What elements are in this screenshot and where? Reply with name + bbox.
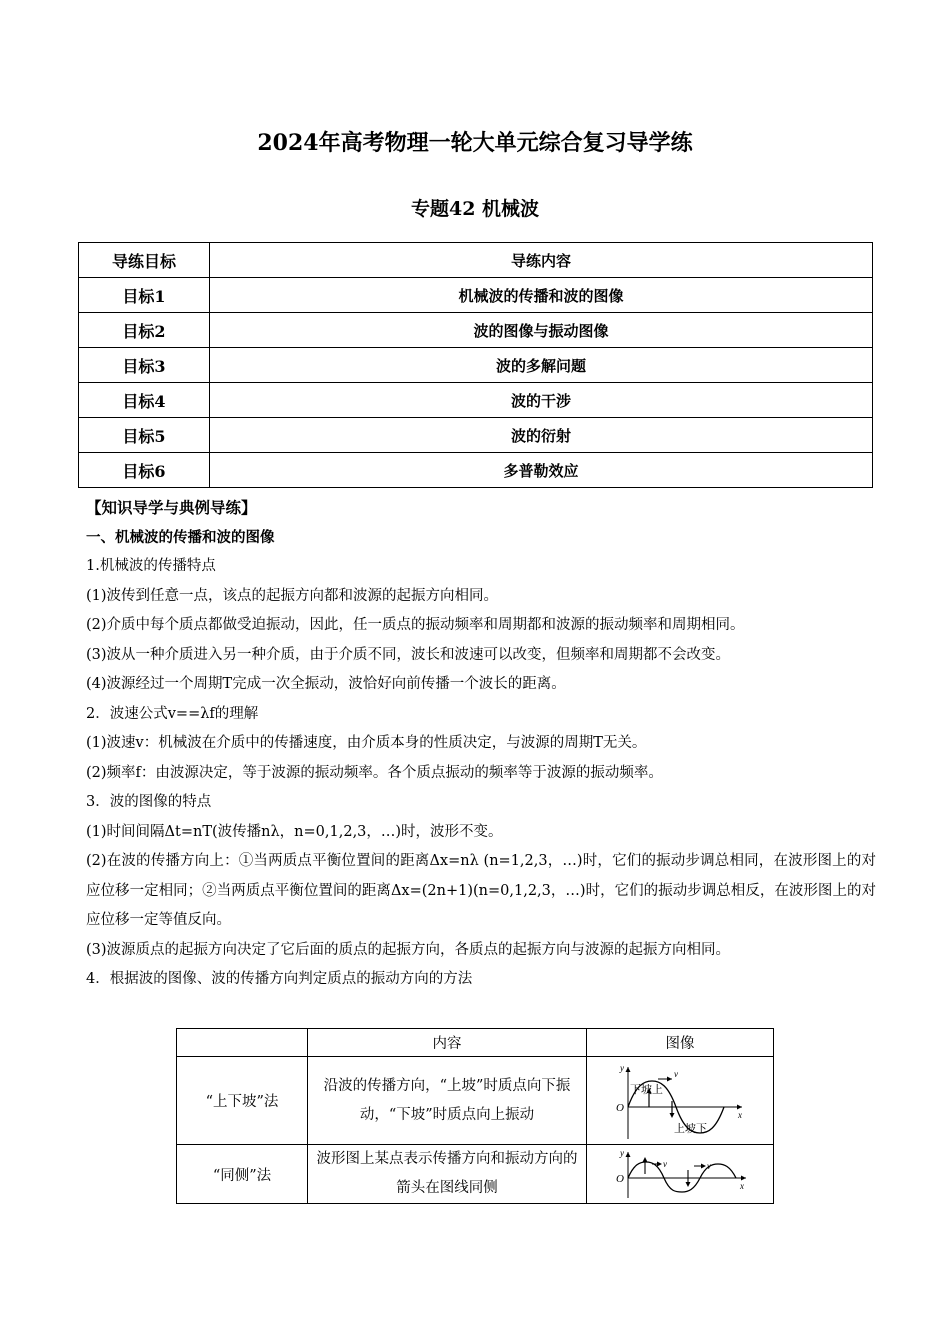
content-cell: 机械波的传播和波的图像 (210, 278, 873, 313)
method-name-cell: “同侧”法 (177, 1145, 308, 1204)
paragraph: (1)波传到任意一点，该点的起振方向都和波源的起振方向相同。 (86, 587, 499, 604)
paragraph: (3)波源质点的起振方向决定了它后面的质点的起振方向，各质点的起振方向与波源的起振方向相同。 (86, 941, 731, 958)
table-row (177, 1145, 774, 1204)
velocity-label: v (663, 1159, 667, 1169)
method-image-cell (587, 1057, 774, 1145)
x-axis-label: x (740, 1181, 744, 1191)
paragraph: (1)波速v：机械波在介质中的传播速度，由介质本身的性质决定，与波源的周期T无关。 (86, 735, 647, 751)
uphill-downhill-diagram (610, 1061, 750, 1141)
goal-cell: 目标5 (79, 418, 210, 453)
method-table (176, 1028, 774, 1204)
paragraph: 1.机械波的传播特点 (86, 558, 216, 574)
section-heading: 【知识导学与典例导练】 (86, 498, 257, 517)
paragraph: 2．波速公式v==λf的理解 (86, 705, 259, 722)
goal-cell: 目标4 (79, 383, 210, 418)
method-table-header (177, 1029, 774, 1057)
paragraph: (3)波从一种介质进入另一种介质，由于介质不同，波长和波速可以改变，但频率和周期都不会改变。 (86, 646, 731, 663)
same-side-diagram (610, 1148, 750, 1200)
y-axis-label: y (620, 1148, 624, 1158)
paragraph: (2)介质中每个质点都做受迫振动，因此，任一质点的振动频率和周期都和波源的振动频率和周期相同。 (86, 617, 745, 633)
method-name-cell: “上下坡”法 (177, 1057, 308, 1145)
paragraph: (1)时间间隔Δt=nT(波传播nλ，n=0,1,2,3，…)时，波形不变。 (86, 823, 503, 840)
table-row (177, 1057, 774, 1145)
content-col-header: 内容 (308, 1029, 587, 1057)
table-row (79, 348, 873, 383)
document-title: 2024年高考物理一轮大单元综合复习导学练 (257, 130, 693, 156)
origin-label: O (616, 1101, 624, 1114)
table-row (79, 383, 873, 418)
goal-cell: 目标1 (79, 278, 210, 313)
content-cell: 波的多解问题 (210, 348, 873, 383)
table-row (79, 418, 873, 453)
table-row (79, 278, 873, 313)
content-col-header: 导练内容 (210, 243, 873, 278)
velocity-label: v (707, 1161, 711, 1171)
goal-table-header (79, 243, 873, 278)
paragraph: (4)波源经过一个周期T完成一次全振动，波恰好向前传播一个波长的距离。 (86, 676, 566, 692)
goal-col-header: 导练目标 (79, 243, 210, 278)
paragraph: (2)在波的传播方向上：①当两质点平衡位置间的距离Δx=nλ (n=1,2,3，…)时，它们的振动步调总相同，在波形图上的对应位移一定相同；②当两质点平衡位置间的距离Δx=(2n+1)(n=0,1,2,3，…)时，它们的振动步调总相反，在波形图上的对应位移一定等值反向。 (86, 853, 876, 928)
method-image-cell (587, 1145, 774, 1204)
downhill-up-label: 下坡上 (630, 1083, 663, 1096)
section-subheading: 一、机械波的传播和波的图像 (86, 528, 275, 546)
y-axis-label: y (620, 1062, 624, 1073)
content-cell: 多普勒效应 (210, 453, 873, 488)
velocity-label: v (674, 1068, 678, 1079)
document-subtitle: 专题42 机械波 (410, 198, 540, 220)
paragraph: (2)频率f：由波源决定，等于波源的振动频率。各个质点振动的频率等于波源的振动频率。 (86, 764, 663, 781)
method-content-cell: 沿波的传播方向，“上坡”时质点向下振动，“下坡”时质点向上振动 (308, 1057, 587, 1145)
uphill-down-label: 上坡下 (674, 1122, 707, 1135)
table-row (79, 453, 873, 488)
goal-table (78, 242, 873, 488)
goal-cell: 目标3 (79, 348, 210, 383)
goal-cell: 目标6 (79, 453, 210, 488)
content-cell: 波的衍射 (210, 418, 873, 453)
paragraph: 3．波的图像的特点 (86, 794, 212, 810)
paragraph: 4．根据波的图像、波的传播方向判定质点的振动方向的方法 (86, 971, 473, 987)
empty-header-cell (177, 1029, 308, 1057)
goal-cell: 目标2 (79, 313, 210, 348)
section-body (86, 493, 876, 995)
content-cell: 波的干涉 (210, 383, 873, 418)
table-row (79, 313, 873, 348)
method-content-cell: 波形图上某点表示传播方向和振动方向的箭头在图线同侧 (308, 1145, 587, 1204)
origin-label: O (616, 1173, 624, 1185)
image-col-header: 图像 (587, 1029, 774, 1057)
x-axis-label: x (738, 1109, 742, 1120)
content-cell: 波的图像与振动图像 (210, 313, 873, 348)
